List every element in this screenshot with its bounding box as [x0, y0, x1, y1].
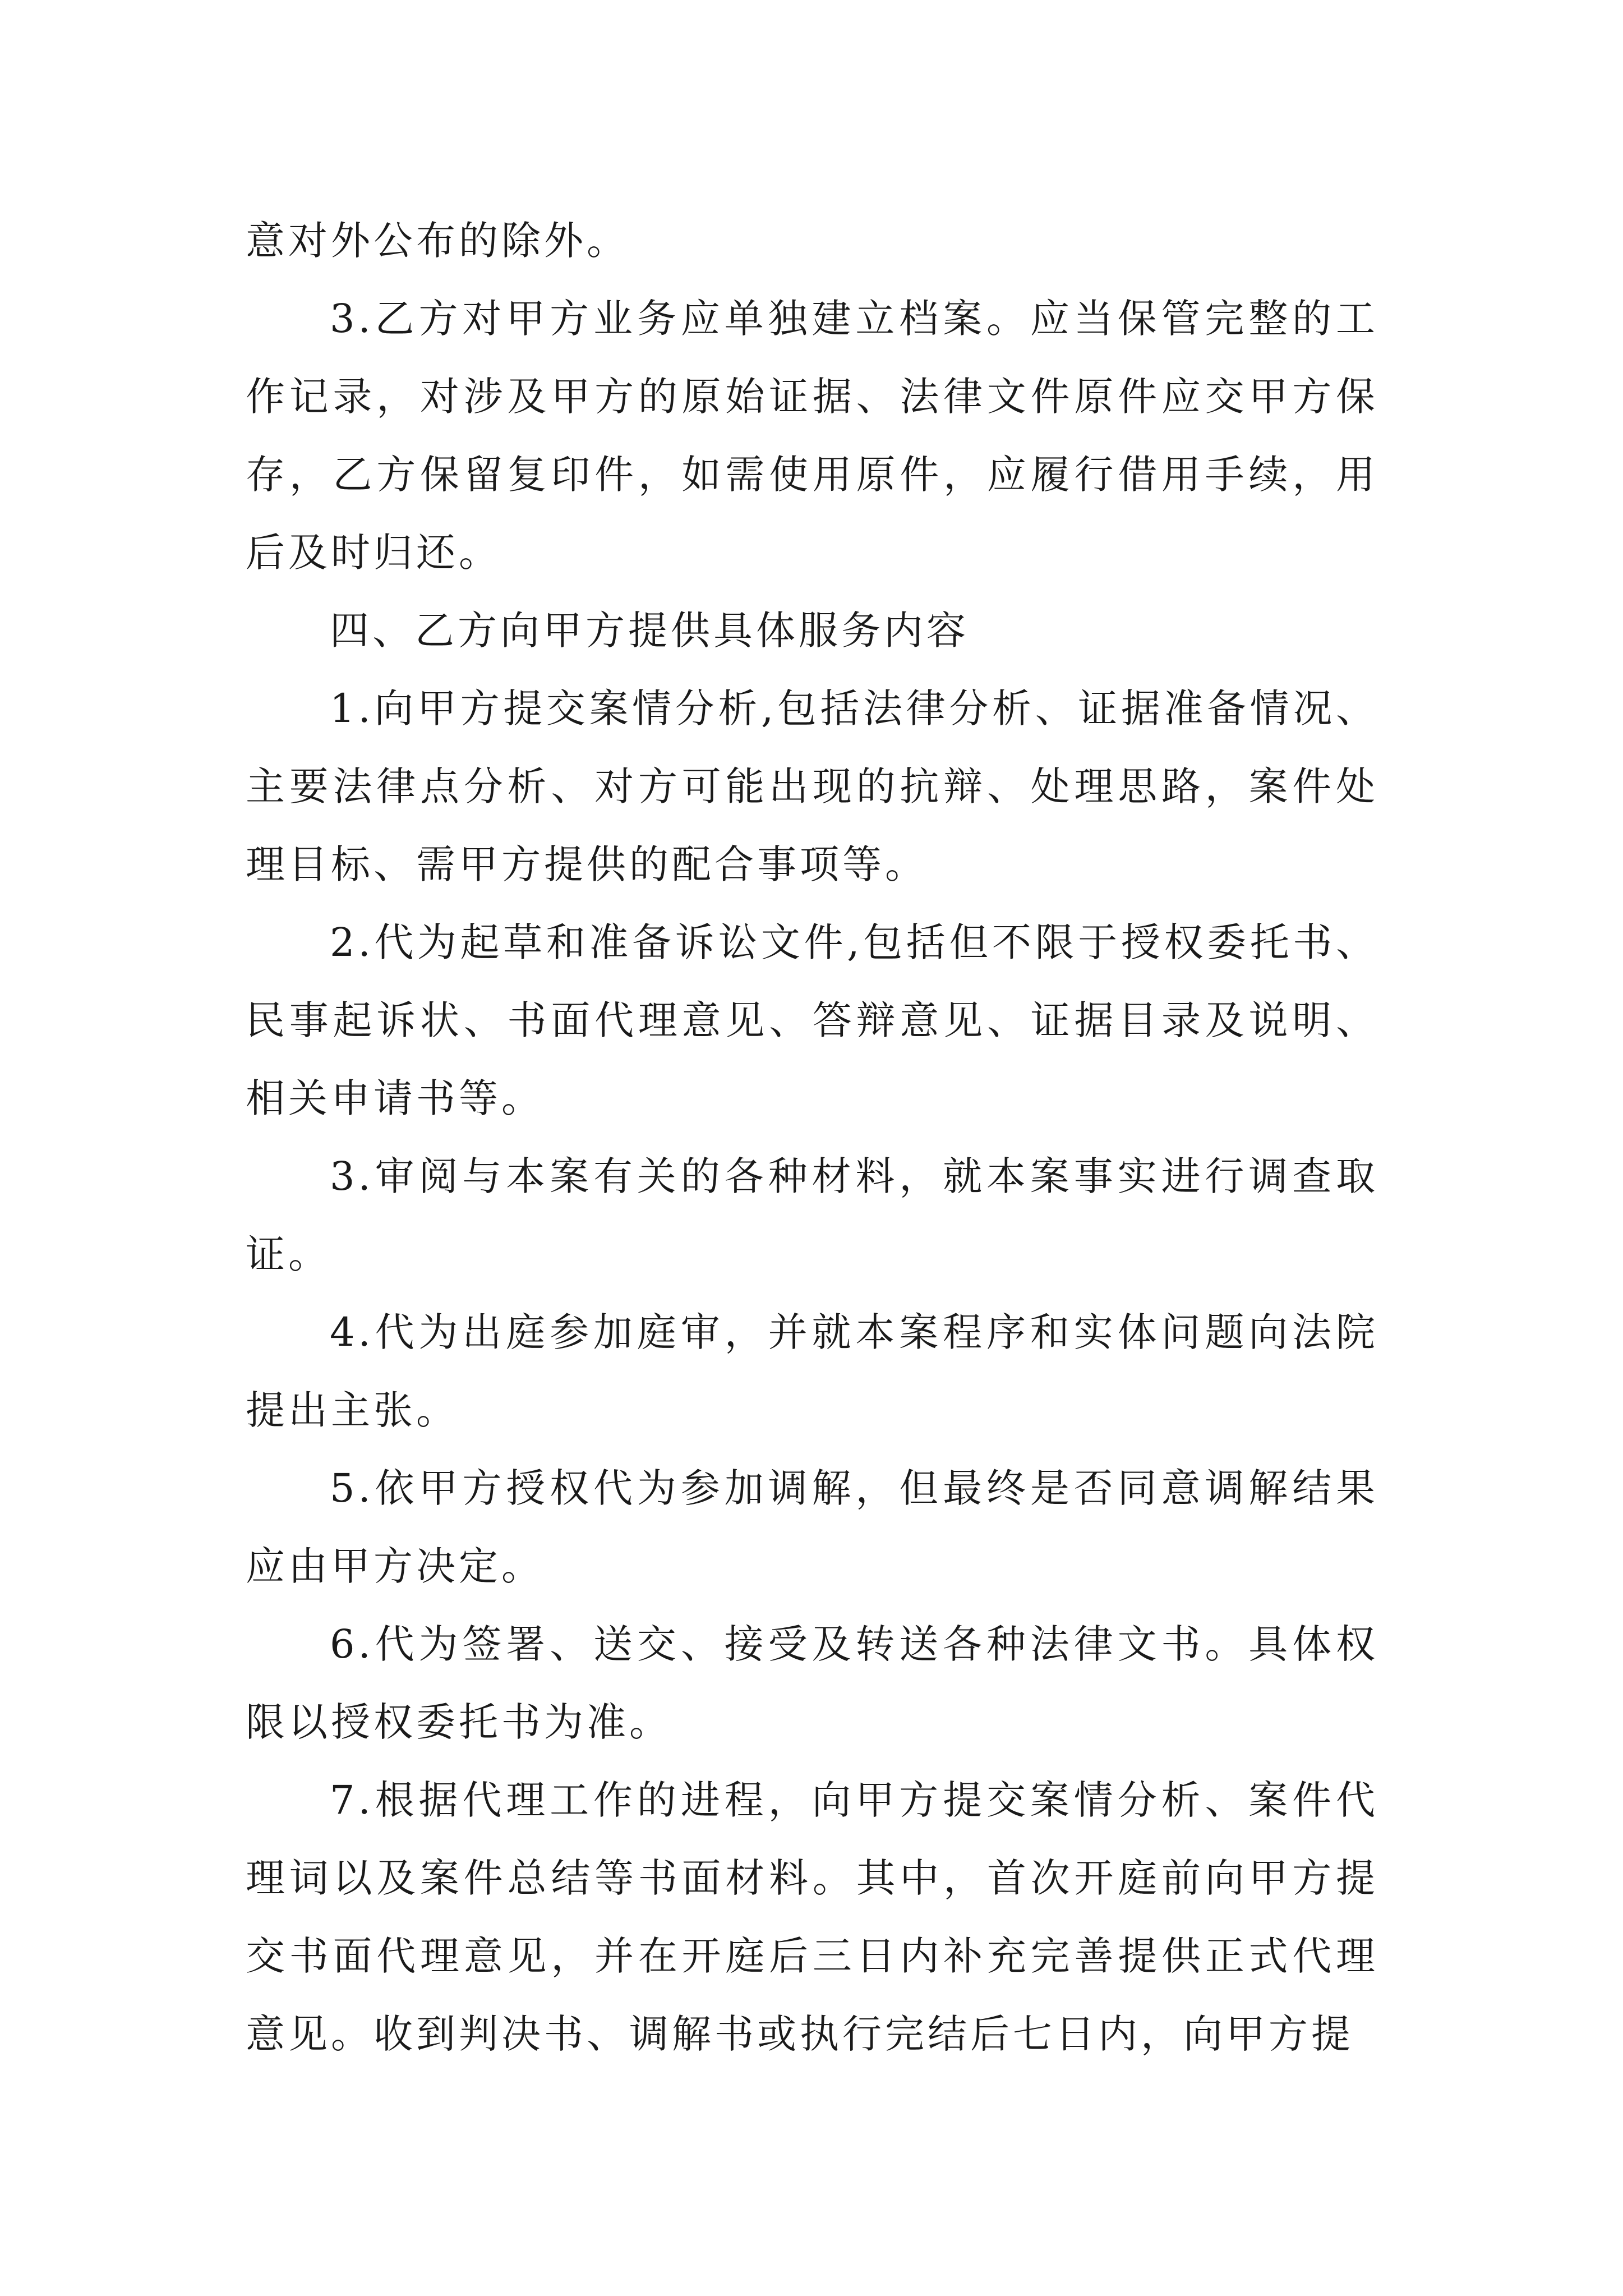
paragraph-item-6: 6.代为签署、送交、接受及转送各种法律文书。具体权限以授权委托书为准。 [246, 1621, 1378, 1745]
document-body [246, 202, 1378, 2073]
paragraph-item-1: 1.向甲方提交案情分析,包括法律分析、证据准备情况、主要法律点分析、对方可能出现的抗辩、处理思路，案件处理目标、需甲方提供的配合事项等。 [246, 685, 1378, 887]
paragraph-archive-clause: 3.乙方对甲方业务应单独建立档案。应当保管完整的工作记录，对涉及甲方的原始证据、法律文件原件应交甲方保存，乙方保留复印件，如需使用原件，应履行借用手续，用后及时归还。 [246, 296, 1378, 576]
paragraph-item-4: 4.代为出庭参加庭审，并就本案程序和实体问题向法院提出主张。 [246, 1309, 1378, 1433]
paragraph-continuation: 意对外公布的除外。 [246, 218, 629, 264]
paragraph-item-2: 2.代为起草和准备诉讼文件,包括但不限于授权委托书、民事起诉状、书面代理意见、答辩意见、证据目录及说明、相关申请书等。 [246, 919, 1378, 1121]
paragraph-item-3: 3.审阅与本案有关的各种材料，就本案事实进行调查取证。 [246, 1153, 1378, 1277]
section-heading-services: 四、乙方向甲方提供具体服务内容 [330, 608, 969, 654]
paragraph-item-7: 7.根据代理工作的进程，向甲方提交案情分析、案件代理词以及案件总结等书面材料。其中，首次开庭前向甲方提交书面代理意见，并在开庭后三日内补充完善提供正式代理意见。收到判决书、调解书或执行完结后七日内，向甲方提 [246, 1777, 1378, 2057]
paragraph-item-5: 5.依甲方授权代为参加调解，但最终是否同意调解结果应由甲方决定。 [246, 1465, 1378, 1589]
